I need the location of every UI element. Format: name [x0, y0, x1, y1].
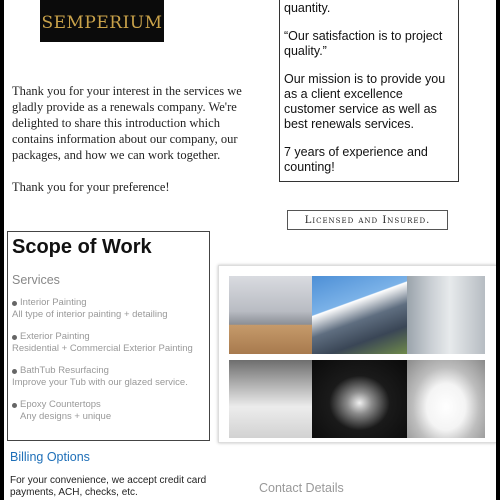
service-item: [12, 331, 205, 355]
intro-thanks: Thank you for your preference!: [12, 180, 170, 194]
intro-section: [12, 83, 252, 195]
service-desc: Any designs + unique: [20, 411, 112, 422]
mission-quote: “Our satisfaction is to project quality.”: [284, 29, 443, 58]
service-item: [12, 365, 205, 389]
service-name: BathTub Resurfacing: [20, 365, 109, 376]
scope-title: Scope of Work: [12, 236, 152, 258]
experience-text: 7 years of experience and counting!: [284, 145, 428, 174]
photo-interior-doorway: [407, 276, 485, 354]
mission-box: [279, 0, 459, 182]
photo-gallery: [218, 265, 496, 443]
document-page: [4, 0, 496, 500]
service-desc: Residential + Commercial Exterior Painting: [12, 343, 193, 354]
bullet-icon: [12, 403, 17, 408]
photo-bathtub: [229, 360, 312, 438]
service-name: Exterior Painting: [20, 331, 90, 342]
photo-epoxy-countertop: [312, 360, 407, 438]
bullet-icon: [12, 369, 17, 374]
service-desc: Improve your Tub with our glazed service.: [12, 377, 188, 388]
licensed-badge: Licensed and Insured.: [287, 210, 448, 230]
billing-heading: Billing Options: [10, 450, 90, 464]
service-item: [12, 399, 205, 423]
contact-heading: Contact Details: [259, 481, 344, 495]
billing-text: For your convenience, we accept credit card payments, ACH, checks, etc.: [10, 475, 207, 498]
logo-text: SEMPERIUM: [41, 13, 163, 33]
services-heading: Services: [12, 273, 60, 287]
intro-paragraph: Thank you for your interest in the services we gladly provide as a renewals company. We're delighted to share this introduction which contains information about our company, our packages, and how we can work together.: [12, 84, 242, 162]
photo-interior-room: [229, 276, 312, 354]
mission-fragment: quantity.: [284, 1, 331, 15]
service-name: Epoxy Countertops: [20, 399, 101, 410]
service-name: Interior Painting: [20, 297, 87, 308]
service-desc: All type of interior painting + detailing: [12, 309, 168, 320]
company-logo: [40, 0, 164, 42]
photo-exterior-house: [312, 276, 407, 354]
photo-sink: [407, 360, 485, 438]
bullet-icon: [12, 301, 17, 306]
service-item: [12, 297, 205, 321]
bullet-icon: [12, 335, 17, 340]
scope-of-work-box: [7, 231, 210, 441]
mission-statement: Our mission is to provide you as a client excellence customer service as well as best renewals services.: [284, 72, 446, 131]
